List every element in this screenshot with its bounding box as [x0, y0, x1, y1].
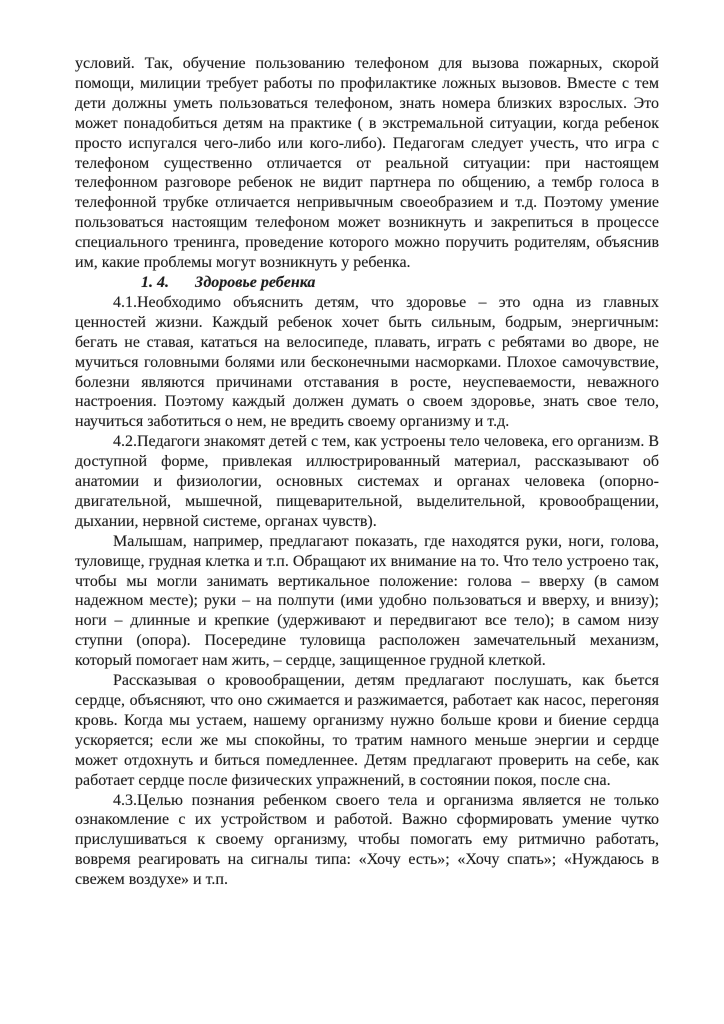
paragraph-4-3-body-awareness: 4.3.Целью познания ребенком своего тела и организма является не только ознакомление с их устройством и работой. Важно сформировать умение чутко прислушиваться к своему организму, чтобы помогать ему ритмично работать, вовремя реагировать на сигналы типа: «Хочу есть»; «Хочу спать»; «Нуждаюсь в свежем воздухе» и т.п.: [75, 791, 659, 889]
paragraph-4-1-health-value: 4.1.Необходимо объяснить детям, что здоровье – это одна из главных ценностей жизни. Каждый ребенок хочет быть сильным, бодрым, энергичным: бегать не ставая, кататься на велосипеде, плавать, играть с ребятами во дворе, не мучиться головными болями или бесконечными насморками. Плохое самочувствие, болезни являются причинами отставания в росте, неуспеваемости, неважного настроения. Поэтому каждый должен думать о своем здоровье, знать свое тело, научиться заботиться о нем, не вредить своему организму и т.д.: [75, 293, 659, 431]
paragraph-telephone-training: условий. Так, обучение пользованию телефоном для вызова пожарных, скорой помощи, милиции требует работы по профилактике ложных вызовов. Вместе с тем дети должны уметь пользоваться телефоном, знать номера близких взрослых. Это может понадобиться детям на практике ( в экстремальной ситуации, когда ребенок просто испугался чего-либо или кого-либо). Педагогам следует учесть, что игра с телефоном существенно отличается от реальной ситуации: при настоящем телефонном разговоре ребенок не видит партнера по общению, а тембр голоса в телефонной трубке отличается непривычным своеобразием и т.д. Поэтому умение пользоваться настоящим телефоном может возникнуть и закрепиться в процессе специального тренинга, проведение которого можно поручить родителям, объяснив им, какие проблемы могут возникнуть у ребенка.: [75, 55, 659, 272]
paragraph-blood-circulation: Рассказывая о кровообращении, детям предлагают послушать, как бьется сердце, объясняют, что оно сжимается и разжимается, работает как насос, перегоняя кровь. Когда мы устаем, нашему организму нужно больше крови и биение сердца ускоряется; если же мы спокойны, то тратим намного меньше энергии и сердце может отдохнуть и биться помедленнее. Детям предлагают проверить на себе, как работает сердце после физических упражнений, в состоянии покоя, после сна.: [75, 672, 659, 789]
paragraph-4-2-body-anatomy: 4.2.Педагоги знакомят детей с тем, как устроены тело человека, его организм. В доступной форме, привлекая иллюстрированный материал, рассказывают об анатомии и физиологии, основных системах и органах человека (опорно-двигательной, мышечной, пищеварительной, выделительной, кровообращении, дыхании, нервной системе, органах чувств).: [75, 433, 659, 530]
paragraph-body-parts: Малышам, например, предлагают показать, где находятся руки, ноги, голова, туловище, грудная клетка и т.п. Обращают их внимание на то. Что тело устроено так, чтобы мы могли занимать вертикальное положение: голова – вверху (в самом надежном месте); руки – на полпути (ими удобно пользоваться и вверху, и внизу); ноги – длинные и крепкие (удерживают и передвигают все тело); в самом низу ступни (опора). Посередине туловища расположен замечательный механизм, который помогает нам жить, – сердце, защищенное грудной клеткой.: [75, 532, 659, 670]
text-column: [75, 54, 659, 890]
section-heading-child-health: [75, 273, 659, 293]
section-heading-title: Здоровье ребенка: [195, 273, 316, 291]
section-heading-number: 1. 4.: [141, 273, 169, 291]
